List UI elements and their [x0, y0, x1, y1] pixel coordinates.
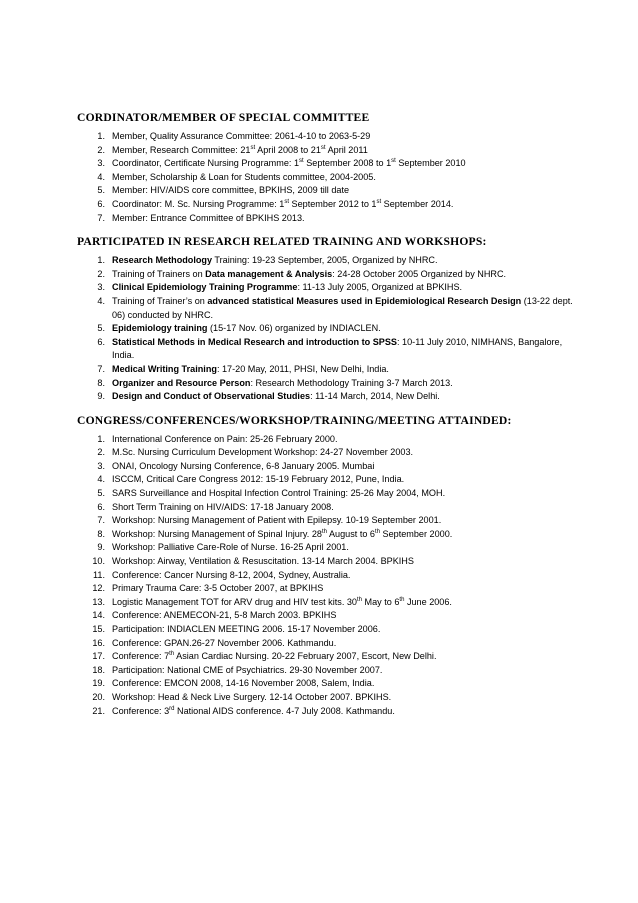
bold-text: Data management & Analysis [205, 268, 333, 279]
item-text [112, 555, 578, 569]
text-run: : 11-13 July 2005, Organized at BPKIHS. [297, 282, 463, 293]
ordinal-suffix: th [399, 596, 405, 603]
text-run: April 2011 [325, 144, 368, 155]
item-list [77, 433, 578, 718]
item-number: 5. [97, 323, 105, 334]
item-text [112, 582, 578, 596]
item-text [112, 705, 578, 719]
text-run: : 11-14 March, 2014, New Delhi. [310, 391, 440, 402]
text-run: Participation: INDIACLEN MEETING 2006. 15-17 November 2006. [112, 624, 381, 634]
list-item [77, 691, 578, 705]
text-run: Conference: EMCON 2008, 14-16 November 2008, Salem, India. [112, 678, 375, 689]
item-list [77, 254, 578, 404]
text-run: Participation: National CME of Psychiatrics. 29-30 November 2007. [112, 664, 383, 675]
item-text [112, 664, 578, 678]
section-heading: CORDINATOR/MEMBER OF SPECIAL COMMITTEE [77, 111, 370, 124]
list-item [77, 144, 578, 158]
text-run: Conference: 7 [112, 651, 170, 662]
text-run: Conference: GPAN.26-27 November 2006. Kathmandu. [112, 637, 337, 648]
text-run: Training of Trainers on [112, 268, 206, 279]
bold-text: Epidemiology training [112, 323, 208, 334]
item-text [112, 130, 578, 144]
item-text [112, 254, 578, 268]
item-text [112, 336, 578, 363]
text-run: Short Term Training on HIV/AIDS: 17-18 January 2008. [112, 501, 334, 512]
item-number: 7. [97, 363, 105, 374]
item-number: 4. [97, 171, 105, 182]
text-run: SARS Surveillance and Hospital Infection Control Training: 25-26 May 2004, MOH. [112, 488, 446, 499]
bold-text: Organizer and Resource Person [112, 377, 251, 388]
text-run: : 24-28 October 2005 Organized by NHRC. [332, 268, 507, 279]
text-run: (13-22 dept. 06) conducted by NHRC. [112, 295, 573, 320]
text-run: September 2010 [395, 158, 466, 169]
item-number: 3. [97, 158, 105, 169]
item-text [112, 212, 578, 226]
item-number: 2. [97, 447, 105, 458]
text-run: Member, Quality Assurance Committee: 2061-4-10 to 2063-5-29 [112, 131, 371, 141]
item-number: 10. [92, 556, 105, 567]
item-number: 1. [97, 433, 105, 444]
ordinal-suffix: th [356, 596, 362, 603]
bold-text: Statistical Methods in Medical Research and introduction to SPSS [112, 336, 397, 347]
list-item [77, 254, 578, 268]
list-item [77, 433, 578, 447]
item-number: 1. [97, 255, 105, 266]
section-heading: CONGRESS/CONFERENCES/WORKSHOP/TRAINING/MEETING ATTAINDED: [77, 413, 512, 427]
list-item [77, 664, 578, 678]
text-run: Primary Trauma Care: 3-5 October 2007, at BPKIHS [112, 583, 324, 594]
text-run: June 2006. [404, 596, 452, 607]
ordinal-suffix: st [320, 144, 326, 151]
item-text [112, 487, 578, 501]
item-number: 7. [97, 515, 105, 526]
ordinal-suffix: th [169, 651, 175, 658]
list-item [77, 473, 578, 487]
list-item [77, 336, 578, 363]
list-item [77, 637, 578, 651]
text-run: Workshop: Palliative Care-Role of Nurse. 16-25 April 2001. [112, 542, 349, 553]
ordinal-suffix: th [374, 528, 380, 535]
bold-text: advanced statistical Measures used in Epidemiological Research Design [207, 295, 522, 306]
text-run: Workshop: Nursing Management of Spinal Injury. 28 [112, 528, 322, 539]
ordinal-suffix: st [250, 144, 256, 151]
item-number: 3. [97, 460, 105, 471]
list-item [77, 322, 578, 336]
list-item [77, 295, 578, 322]
list-item [77, 390, 578, 404]
list-item [77, 541, 578, 555]
bold-text: Design and Conduct of Observational Studies [112, 391, 311, 402]
item-text [112, 433, 578, 447]
list-item [77, 569, 578, 583]
item-number: 19. [92, 678, 105, 689]
item-text [112, 281, 578, 295]
item-number: 4. [97, 295, 105, 306]
bold-text: Research Methodology [112, 255, 213, 266]
ordinal-suffix: st [376, 198, 382, 205]
ordinal-suffix: th [321, 528, 327, 535]
text-run: : 10-11 July 2010, NIMHANS, Bangalore, India. [112, 336, 563, 361]
item-text [112, 501, 578, 515]
item-number: 8. [97, 528, 105, 539]
item-number: 14. [92, 610, 105, 621]
bold-text: Medical Writing Training [112, 363, 217, 374]
item-text [112, 268, 578, 282]
ordinal-suffix: st [284, 198, 290, 205]
list-item [77, 171, 578, 185]
item-text [112, 322, 578, 336]
item-number: 6. [97, 501, 105, 512]
text-run: August to 6 [326, 528, 375, 539]
item-number: 8. [97, 377, 105, 388]
text-run: Workshop: Airway, Ventilation & Resuscitation. 13-14 March 2004. BPKIHS [112, 556, 414, 567]
item-number: 5. [97, 488, 105, 499]
text-run: Member, Research Committee: 21 [112, 144, 251, 155]
item-number: 9. [97, 391, 105, 402]
text-run: Asian Cardiac Nursing. 20-22 February 2007, Escort, New Delhi. [174, 651, 437, 662]
list-item [77, 609, 578, 623]
item-text [112, 514, 578, 528]
item-text [112, 144, 578, 158]
item-text [112, 295, 578, 322]
text-run: September 2008 to 1 [303, 158, 392, 169]
item-text [112, 460, 578, 474]
list-item [77, 677, 578, 691]
item-text [112, 623, 578, 637]
list-item [77, 514, 578, 528]
item-text [112, 184, 578, 198]
item-number: 2. [97, 144, 105, 155]
item-number: 3. [97, 282, 105, 293]
text-run: Coordinator: M. Sc. Nursing Programme: 1 [112, 198, 285, 209]
item-number: 6. [97, 198, 105, 209]
text-run: M.Sc. Nursing Curriculum Development Workshop: 24-27 November 2003. [112, 447, 414, 458]
item-text [112, 596, 578, 610]
item-number: 1. [97, 131, 105, 141]
list-item [77, 650, 578, 664]
item-number: 12. [92, 583, 105, 594]
item-text [112, 691, 578, 705]
text-run: Logistic Management TOT for ARV drug and HIV test kits. 30 [112, 596, 357, 607]
text-run: Training: 19-23 September, 2005, Organized by NHRC. [212, 255, 438, 266]
text-run: Workshop: Head & Neck Live Surgery. 12-14 October 2007. BPKIHS. [112, 691, 392, 702]
text-run: May to 6 [362, 596, 400, 607]
text-run: April 2008 to 21 [255, 144, 321, 155]
item-number: 5. [97, 185, 105, 196]
section-research-training [77, 234, 578, 404]
item-number: 9. [97, 542, 105, 553]
text-run: September 2014. [381, 198, 454, 209]
section-committees [77, 110, 578, 225]
item-number: 16. [92, 637, 105, 648]
item-text [112, 377, 578, 391]
list-item [77, 281, 578, 295]
list-item [77, 377, 578, 391]
text-run: Member, Scholarship & Loan for Students committee, 2004-2005. [112, 171, 376, 182]
list-item [77, 460, 578, 474]
text-run: International Conference on Pain: 25-26 February 2000. [112, 433, 338, 444]
text-run: : Research Methodology Training 3-7 March 2013. [250, 377, 453, 388]
text-run: : 17-20 May, 2011, PHSI, New Delhi, India. [216, 363, 389, 374]
section-conferences [77, 413, 578, 718]
ordinal-suffix: rd [169, 705, 175, 712]
item-number: 20. [92, 691, 105, 702]
item-text [112, 541, 578, 555]
list-item [77, 555, 578, 569]
text-run: ISCCM, Critical Care Congress 2012: 15-19 February 2012, Pune, India. [112, 474, 405, 485]
section-heading: PARTICIPATED IN RESEARCH RELATED TRAINING AND WORKSHOPS: [77, 235, 487, 249]
item-number: 6. [97, 336, 105, 347]
text-run: Training of Trainer’s on [112, 295, 208, 306]
item-number: 17. [92, 651, 105, 662]
item-text [112, 446, 578, 460]
text-run: Coordinator, Certificate Nursing Programme: 1 [112, 158, 300, 169]
item-number: 2. [97, 268, 105, 279]
text-run: Member: Entrance Committee of BPKIHS 2013. [112, 212, 305, 223]
list-item [77, 198, 578, 212]
text-run: Conference: Cancer Nursing 8-12, 2004, Sydney, Australia. [112, 569, 351, 580]
item-number: 11. [93, 569, 105, 580]
text-run: (15-17 Nov. 06) organized by INDIACLEN. [207, 323, 381, 334]
text-run: Conference: ANEMECON-21, 5-8 March 2003. BPKIHS [112, 610, 337, 621]
text-run: Workshop: Nursing Management of Patient with Epilepsy. 10-19 September 2001. [112, 515, 442, 526]
text-run: September 2000. [380, 528, 453, 539]
item-number: 4. [97, 474, 105, 485]
item-number: 18. [92, 664, 105, 675]
ordinal-suffix: st [391, 158, 396, 165]
item-text [112, 198, 578, 212]
list-item [77, 582, 578, 596]
item-text [112, 637, 578, 651]
list-item [77, 212, 578, 226]
ordinal-suffix: st [299, 158, 304, 165]
item-number: 13. [92, 596, 105, 607]
list-item [77, 623, 578, 637]
item-number: 21. [92, 705, 105, 716]
list-item [77, 363, 578, 377]
text-run: ONAI, Oncology Nursing Conference, 6-8 January 2005. Mumbai [112, 460, 375, 471]
list-item [77, 501, 578, 515]
item-text [112, 473, 578, 487]
bold-text: Clinical Epidemiology Training Programme [112, 282, 298, 293]
item-number: 15. [92, 624, 105, 634]
list-item [77, 184, 578, 198]
item-text [112, 569, 578, 583]
item-text [112, 609, 578, 623]
item-text [112, 677, 578, 691]
item-text [112, 157, 578, 171]
item-number: 7. [97, 212, 105, 223]
list-item [77, 705, 578, 719]
list-item [77, 487, 578, 501]
item-text [112, 363, 578, 377]
text-run: Member: HIV/AIDS core committee, BPKIHS, 2009 till date [112, 185, 350, 196]
text-run: National AIDS conference. 4-7 July 2008. Kathmandu. [174, 705, 395, 716]
list-item [77, 268, 578, 282]
list-item [77, 528, 578, 542]
list-item [77, 446, 578, 460]
list-item [77, 130, 578, 144]
item-list [77, 130, 578, 225]
item-text [112, 390, 578, 404]
text-run: Conference: 3 [112, 705, 170, 716]
item-text [112, 528, 578, 542]
item-text [112, 171, 578, 185]
list-item [77, 157, 578, 171]
text-run: September 2012 to 1 [289, 198, 377, 209]
item-text [112, 650, 578, 664]
list-item [77, 596, 578, 610]
